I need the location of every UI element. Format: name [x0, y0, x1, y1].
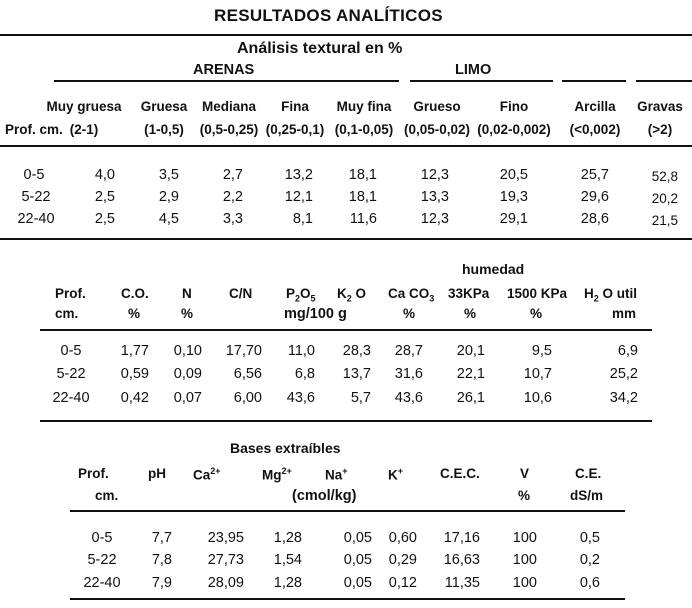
table1-cell: 21,5 [651, 213, 678, 228]
h-subscript: 2 [593, 293, 599, 304]
t2-prof-header: Prof. [55, 286, 86, 301]
table2-row-prof: 5-22 [56, 366, 86, 382]
table2-cell: 10,6 [523, 390, 552, 406]
na-symbol: Na [325, 467, 343, 483]
t3-na-header [325, 466, 348, 483]
t2-caco3-unit: % [403, 306, 416, 321]
t2-1500kpa-header: 1500 KPa [507, 286, 568, 301]
table1-heading: Análisis textural en % [237, 40, 403, 57]
o-symbol: O [300, 286, 311, 301]
table3-header-rule [70, 510, 625, 512]
table3-row-prof: 22-40 [83, 575, 121, 591]
h-symbol: H [584, 286, 594, 301]
t2-cn-header: C/N [229, 286, 253, 301]
arcilla-rule [562, 80, 626, 82]
table3-row-prof: 0-5 [91, 530, 113, 546]
table2-cell: 28,3 [342, 343, 371, 359]
ca-symbol: Ca [193, 467, 211, 483]
table3-cell: 27,73 [207, 552, 244, 568]
t2-k2o-header [337, 286, 366, 304]
caco3-subscript: 3 [429, 293, 435, 304]
table3-cell: 0,12 [388, 575, 417, 591]
mg-symbol: Mg [262, 467, 282, 483]
table2-cell: 26,1 [456, 390, 485, 406]
table1-col-name: Muy fina [336, 99, 392, 114]
table3-cell: 7,7 [151, 530, 172, 546]
t3-ce-unit: dS/m [570, 488, 604, 503]
table3-cell: 0,05 [343, 575, 372, 591]
table3-heading: Bases extraíbles [230, 440, 341, 456]
t2-caco3-header [388, 286, 434, 304]
t3-k-header [388, 466, 403, 483]
table1-col-name: Fina [281, 99, 309, 114]
table2-cell: 13,7 [342, 366, 371, 382]
table2-cell: 11,0 [287, 343, 315, 359]
k-subscript: 2 [346, 293, 352, 304]
table3-cell: 11,35 [444, 575, 480, 591]
table3-cell: 0,5 [579, 530, 600, 546]
table3-cell: 16,63 [443, 552, 480, 568]
table3-cell: 23,95 [207, 530, 244, 546]
table1-cell: 2,2 [222, 189, 243, 205]
t2-33kpa-unit: % [464, 306, 477, 321]
table3-cell: 1,28 [273, 575, 302, 591]
p-subscript: 2 [295, 293, 301, 304]
mg-charge: 2+ [281, 466, 292, 476]
table2-cell: 43,6 [394, 390, 423, 406]
table1-col-range: (0,02-0,002) [477, 122, 551, 137]
table1-cell: 25,7 [580, 167, 609, 183]
t3-ca-header [193, 466, 221, 483]
humedad-label: humedad [462, 261, 525, 277]
table1-col-range: (0,5-0,25) [199, 122, 259, 137]
na-charge: + [342, 466, 348, 476]
table1-col-name: Gruesa [140, 99, 188, 114]
t2-p2o5-header [286, 286, 316, 304]
table3-cell: 1,28 [273, 530, 302, 546]
table2-cell: 0,07 [173, 390, 202, 406]
table1-col-name: Grueso [413, 99, 461, 114]
table2-cell: 9,5 [531, 343, 552, 359]
table2-cell: 0,10 [173, 343, 202, 359]
table1-cell: 12,3 [420, 211, 449, 227]
t2-1500kpa-unit: % [530, 306, 543, 321]
table2-header-rule [40, 329, 652, 331]
table3-cell: 0,05 [343, 552, 372, 568]
table1-col-range: (<0,002) [569, 122, 621, 137]
table1-cell: 12,1 [284, 189, 313, 205]
table2-cell: 17,70 [225, 343, 262, 359]
t2-n-header: N [182, 286, 192, 301]
table3-cell: 7,8 [151, 552, 172, 568]
table3-cell: 100 [512, 575, 537, 591]
table1-cell: 13,3 [420, 189, 449, 205]
table1-cell: 20,5 [499, 167, 528, 183]
table3-cell: 17,16 [443, 530, 480, 546]
table1-col-range: (1-0,5) [144, 122, 184, 137]
t2-h2o-unit: mm [612, 306, 637, 321]
table1-col-range: (0,05-0,02) [403, 122, 471, 137]
table1-row-prof: 22-40 [17, 211, 55, 227]
table2-row-prof: 0-5 [60, 343, 82, 359]
table3-cell: 0,60 [388, 530, 417, 546]
table2-cell: 25,2 [609, 366, 638, 382]
group-limo-label: LIMO [455, 62, 492, 78]
k-charge: + [397, 466, 404, 476]
table1-cell: 4,0 [94, 167, 115, 183]
table1-row-prof: 0-5 [23, 167, 45, 183]
t2-n-unit: % [181, 306, 194, 321]
table1-col-name: Fino [499, 99, 529, 114]
ca-charge: 2+ [210, 466, 221, 476]
o-subscript: 5 [310, 293, 316, 304]
t3-cec-header: C.E.C. [440, 466, 480, 481]
table3-cell: 100 [512, 530, 537, 546]
table1-cell: 11,6 [349, 211, 377, 227]
table2-cell: 6,8 [294, 366, 315, 382]
table1-prof-header: Prof. cm. [5, 122, 63, 137]
table3-cell: 28,09 [207, 575, 244, 591]
table2-cell: 0,42 [120, 390, 149, 406]
t3-v-unit: % [518, 488, 531, 503]
k2o-o-symbol: O [351, 286, 367, 301]
t3-v-header: V [520, 466, 530, 481]
table1-cell: 29,6 [580, 189, 609, 205]
table2-cell: 28,7 [394, 343, 423, 359]
table1-col-name: Gravas [637, 99, 683, 114]
t2-co-header: C.O. [121, 286, 149, 301]
t3-ce-header: C.E. [575, 466, 602, 481]
table1-cell: 2,5 [94, 211, 115, 227]
t3-ph-header: pH [148, 466, 166, 481]
title-rule [0, 34, 692, 36]
table3-cell: 0,05 [343, 530, 372, 546]
table2-cell: 10,7 [523, 366, 552, 382]
t2-h2o-header [584, 286, 637, 304]
table2-cell: 0,09 [173, 366, 202, 382]
table1-cell: 12,3 [420, 167, 449, 183]
table1-col-range: (0,25-0,1) [265, 122, 325, 137]
table3-cell: 100 [512, 552, 537, 568]
table2-cell: 1,77 [120, 343, 149, 359]
t3-unit: (cmol/kg) [292, 488, 357, 504]
table1-cell: 2,9 [158, 189, 179, 205]
page-title: RESULTADOS ANALÍTICOS [214, 6, 443, 25]
table3-cell: 0,2 [579, 552, 600, 568]
p-symbol: P [286, 286, 296, 301]
gravas-rule [636, 80, 692, 82]
group-arenas-label: ARENAS [193, 62, 255, 78]
t2-mg-unit: mg/100 g [284, 306, 347, 322]
table2-cell: 6,9 [617, 343, 638, 359]
table1-cell: 4,5 [158, 211, 179, 227]
table1-col-name: Muy gruesa [46, 99, 122, 114]
table1-cell: 3,5 [158, 167, 179, 183]
t2-co-unit: % [128, 306, 141, 321]
k-symbol: K [337, 286, 347, 301]
table3-cell: 7,9 [151, 575, 172, 591]
t3-mg-header [262, 466, 292, 483]
caco-symbol: Ca CO [388, 286, 430, 301]
table1-cell: 18,1 [348, 189, 377, 205]
table1-row-prof: 5-22 [21, 189, 51, 205]
table2-cell: 6,56 [233, 366, 262, 382]
table1-col-name: Arcilla [574, 99, 616, 114]
table2-cell: 43,6 [286, 390, 315, 406]
arenas-rule [54, 80, 399, 82]
h2o-o-util: O util [598, 286, 638, 301]
table2-row-prof: 22-40 [52, 390, 90, 406]
table3-cell: 1,54 [273, 552, 302, 568]
t2-33kpa-header: 33KPa [448, 286, 490, 301]
t2-prof-cm-header: cm. [55, 306, 79, 321]
table1-cell: 28,6 [580, 211, 609, 227]
t3-prof-header: Prof. [78, 466, 109, 481]
table1-cell: 52,8 [651, 169, 678, 184]
table1-cell: 19,3 [499, 189, 528, 205]
table1-cell: 2,5 [94, 189, 115, 205]
table2-bottom-rule [40, 420, 652, 422]
table1-cell: 3,3 [222, 211, 243, 227]
limo-rule [410, 80, 553, 82]
table3-row-prof: 5-22 [87, 552, 117, 568]
table1-cell: 18,1 [348, 167, 377, 183]
table2-cell: 20,1 [456, 343, 485, 359]
k-ion-symbol: K [388, 467, 398, 483]
table2-cell: 22,1 [456, 366, 485, 382]
table1-cell: 13,2 [284, 167, 313, 183]
table3-bottom-rule [70, 598, 625, 600]
table1-col-range: (0,1-0,05) [334, 122, 394, 137]
table2-cell: 5,7 [350, 390, 371, 406]
table1-bottom-rule [0, 238, 692, 240]
table1-cell: 20,2 [651, 191, 678, 206]
table1-cell: 29,1 [499, 211, 528, 227]
table1-col-range: (>2) [647, 122, 673, 137]
table1-cell: 8,1 [292, 211, 313, 227]
table1-col-name: Mediana [201, 99, 257, 114]
table2-cell: 34,2 [609, 390, 638, 406]
table2-cell: 31,6 [394, 366, 423, 382]
table1-header-rule [0, 145, 692, 147]
table2-cell: 0,59 [120, 366, 149, 382]
table3-cell: 0,29 [388, 552, 417, 568]
table1-col-range: (2-1) [69, 122, 99, 137]
table2-cell: 6,00 [233, 390, 262, 406]
t3-prof-cm-header: cm. [95, 488, 119, 503]
table3-cell: 0,6 [579, 575, 600, 591]
table1-cell: 2,7 [222, 167, 243, 183]
